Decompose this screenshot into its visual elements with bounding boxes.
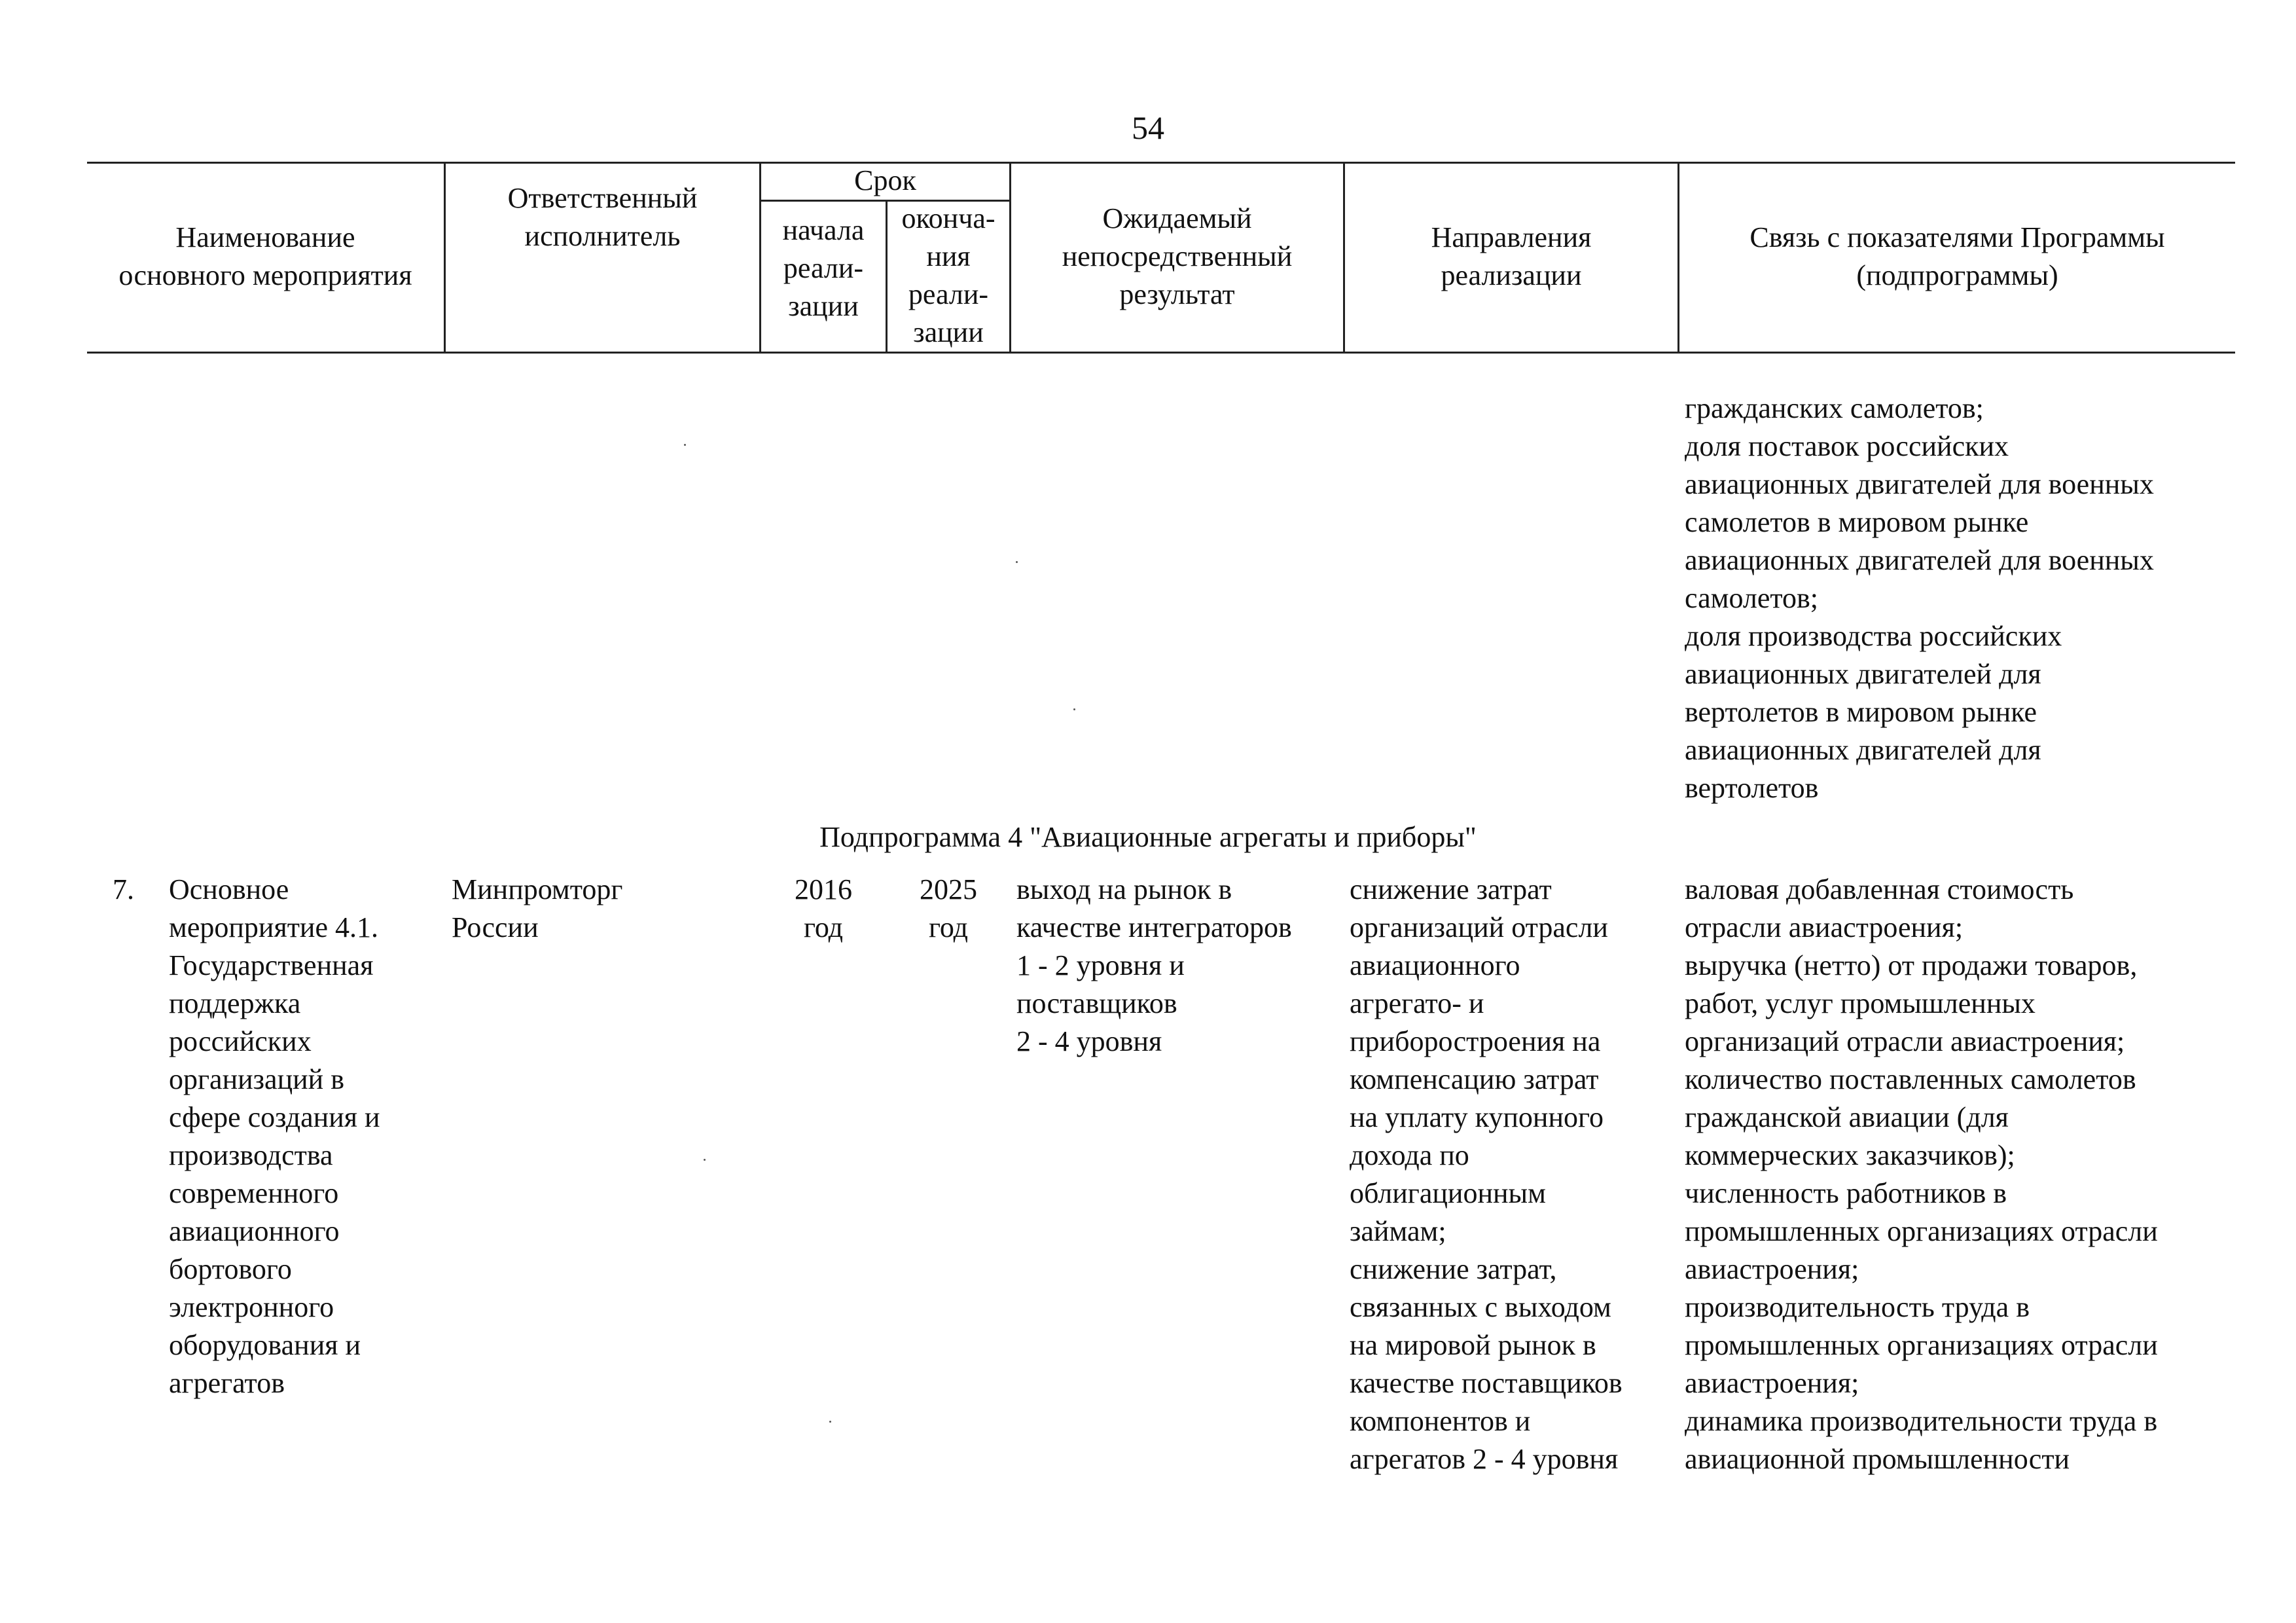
header-directions: Направления реализации xyxy=(1431,221,1592,291)
row-number: 7. xyxy=(113,873,134,905)
header-term-end: оконча- ния реали- зации xyxy=(901,202,996,348)
page-number: 54 xyxy=(1132,109,1164,146)
row-term-start: 2016 год xyxy=(795,873,852,943)
scan-speck xyxy=(829,1421,831,1423)
scan-speck xyxy=(684,444,686,446)
row-executor: Минпромторг России xyxy=(452,873,623,943)
header-bottom-border xyxy=(87,352,2235,354)
continuation-link-text: гражданских самолетов; доля поставок российских авиационных двигателей для военных самолетов в мировом рынке авиационных двигателей для военных самолетов; доля производства российских авиационных двигателей для вертолетов в мировом рынке авиационных двигателей для вертолетов xyxy=(1685,392,2154,804)
scan-speck xyxy=(704,1159,706,1161)
header-result: Ожидаемый непосредственный результат xyxy=(1062,202,1293,310)
header-name: Наименование основного мероприятия xyxy=(118,221,412,291)
scan-speck xyxy=(1016,561,1018,563)
row-term-end: 2025 год xyxy=(920,873,977,943)
row-link: валовая добавленная стоимость отрасли авиастроения; выручка (нетто) от продажи товаров, работ, услуг промышленных организаций отрасли авиастроения; количество поставленных самолетов гражданской авиации (для коммерческих заказчиков); численность работников в промышленных организациях отрасли авиастроения; производительность труда в промышленных организациях отрасли авиастроения; динамика производительности труда в авиационной промышленности xyxy=(1685,873,2158,1475)
header-term-start: начала реали- зации xyxy=(782,214,865,322)
scan-speck xyxy=(1073,708,1075,710)
subprogram-title: Подпрограмма 4 "Авиационные агрегаты и приборы" xyxy=(819,821,1477,853)
header-link: Связь с показателями Программы (подпрограммы) xyxy=(1749,221,2165,291)
header-executor: Ответственный исполнитель xyxy=(507,182,698,252)
header-term: Срок xyxy=(854,164,916,196)
row-name: Основное мероприятие 4.1. Государственная поддержка российских организаций в сфере создания и производства современного авиационного бортового электронного оборудования и агрегатов xyxy=(169,873,380,1399)
row-result: выход на рынок в качестве интеграторов 1 - 2 уровня и поставщиков 2 - 4 уровня xyxy=(1016,873,1292,1057)
row-directions: снижение затрат организаций отрасли авиационного агрегато- и приборостроения на компенсацию затрат на уплату купонного дохода по облигационным займам; снижение затрат, связанных с выходом на мировой рынок в качестве поставщиков компонентов и агрегатов 2 - 4 уровня xyxy=(1350,873,1623,1475)
